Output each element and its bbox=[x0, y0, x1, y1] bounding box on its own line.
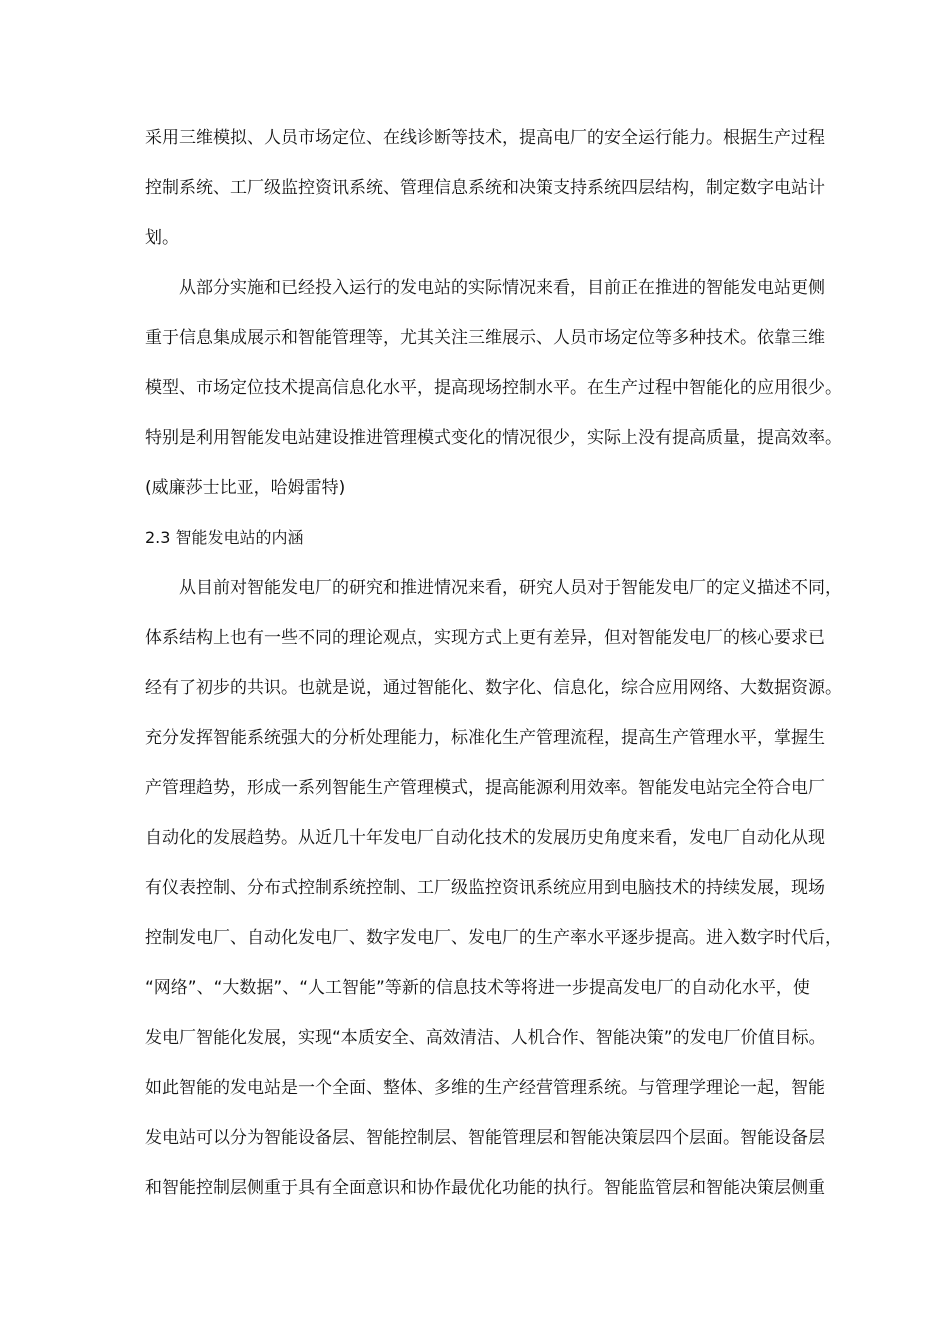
document-body bbox=[145, 118, 842, 1218]
paragraph-line: 经有了初步的共识。也就是说，通过智能化、数字化、信息化，综合应用网络、大数据资源。 bbox=[145, 678, 842, 698]
paragraph-line: 和智能控制层侧重于具有全面意识和协作最优化功能的执行。智能监管层和智能决策层侧重 bbox=[145, 1178, 825, 1198]
paragraph-line: 控制发电厂、自动化发电厂、数字发电厂、发电厂的生产率水平逐步提高。进入数字时代后， bbox=[145, 928, 842, 948]
paragraph-line: 采用三维模拟、人员市场定位、在线诊断等技术，提高电厂的安全运行能力。根据生产过程 bbox=[145, 128, 825, 148]
paragraph-line: 发电厂智能化发展，实现“本质安全、高效清洁、人机合作、智能决策”的发电厂价值目标。 bbox=[145, 1028, 826, 1048]
paragraph-line: 模型、市场定位技术提高信息化水平，提高现场控制水平。在生产过程中智能化的应用很少。 bbox=[145, 378, 842, 398]
paragraph-line: 自动化的发展趋势。从近几十年发电厂自动化技术的发展历史角度来看，发电厂自动化从现 bbox=[145, 828, 825, 848]
paragraph-line: 如此智能的发电站是一个全面、整体、多维的生产经营管理系统。与管理学理论一起，智能 bbox=[145, 1078, 825, 1098]
citation-line: (威廉莎士比亚，哈姆雷特) bbox=[145, 478, 346, 498]
paragraph-line: 从目前对智能发电厂的研究和推进情况来看，研究人员对于智能发电厂的定义描述不同， bbox=[179, 578, 842, 598]
paragraph-line: 控制系统、工厂级监控资讯系统、管理信息系统和决策支持系统四层结构，制定数字电站计 bbox=[145, 178, 825, 198]
paragraph-line: 重于信息集成展示和智能管理等，尤其关注三维展示、人员市场定位等多种技术。依靠三维 bbox=[145, 328, 825, 348]
paragraph-line: 体系结构上也有一些不同的理论观点，实现方式上更有差异，但对智能发电厂的核心要求已 bbox=[145, 628, 825, 648]
section-heading: 2.3 智能发电站的内涵 bbox=[145, 528, 304, 547]
paragraph-line: 发电站可以分为智能设备层、智能控制层、智能管理层和智能决策层四个层面。智能设备层 bbox=[145, 1128, 825, 1148]
paragraph-line: 特别是利用智能发电站建设推进管理模式变化的情况很少，实际上没有提高质量，提高效率。 bbox=[145, 428, 842, 448]
paragraph-line: “网络”、“大数据”、“人工智能”等新的信息技术等将进一步提高发电厂的自动化水平，使 bbox=[145, 978, 810, 998]
paragraph-line: 划。 bbox=[145, 228, 179, 248]
paragraph-line: 有仪表控制、分布式控制系统控制、工厂级监控资讯系统应用到电脑技术的持续发展，现场 bbox=[145, 878, 825, 898]
paragraph-line: 充分发挥智能系统强大的分析处理能力，标准化生产管理流程，提高生产管理水平，掌握生 bbox=[145, 728, 825, 748]
paragraph-line: 产管理趋势，形成一系列智能生产管理模式，提高能源利用效率。智能发电站完全符合电厂 bbox=[145, 778, 825, 798]
paragraph-line: 从部分实施和已经投入运行的发电站的实际情况来看，目前正在推进的智能发电站更侧 bbox=[179, 278, 825, 298]
